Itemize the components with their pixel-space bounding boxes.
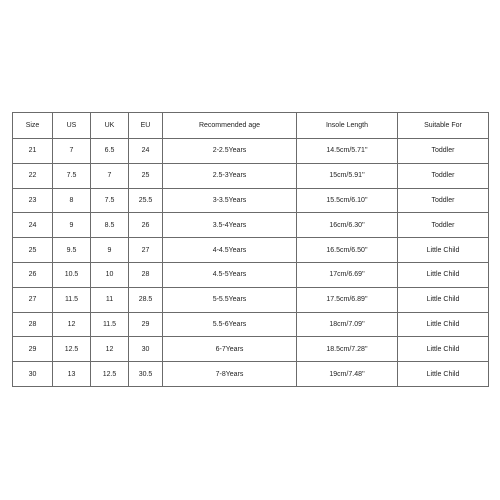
cell-suitable-for: Toddler: [398, 139, 489, 164]
cell-uk: 12.5: [91, 362, 129, 387]
cell-size: 21: [13, 139, 53, 164]
table-row: [13, 287, 489, 312]
cell-eu: 28: [129, 262, 163, 287]
cell-us: 12.5: [53, 337, 91, 362]
header-uk: UK: [91, 113, 129, 139]
cell-insole-length: 16.5cm/6.50'': [297, 238, 398, 263]
cell-recommended-age: 4-4.5Years: [163, 238, 297, 263]
cell-uk: 9: [91, 238, 129, 263]
cell-suitable-for: Little Child: [398, 238, 489, 263]
cell-insole-length: 17.5cm/6.89'': [297, 287, 398, 312]
cell-us: 7: [53, 139, 91, 164]
cell-recommended-age: 3.5-4Years: [163, 213, 297, 238]
header-us: US: [53, 113, 91, 139]
cell-suitable-for: Toddler: [398, 188, 489, 213]
cell-size: 23: [13, 188, 53, 213]
cell-us: 9: [53, 213, 91, 238]
cell-us: 10.5: [53, 262, 91, 287]
cell-insole-length: 16cm/6.30'': [297, 213, 398, 238]
table-row: [13, 238, 489, 263]
cell-eu: 28.5: [129, 287, 163, 312]
header-size: Size: [13, 113, 53, 139]
cell-recommended-age: 4.5-5Years: [163, 262, 297, 287]
cell-eu: 24: [129, 139, 163, 164]
table-row: [13, 337, 489, 362]
cell-uk: 11.5: [91, 312, 129, 337]
cell-recommended-age: 2-2.5Years: [163, 139, 297, 164]
cell-uk: 12: [91, 337, 129, 362]
cell-insole-length: 18.5cm/7.28'': [297, 337, 398, 362]
cell-uk: 7.5: [91, 188, 129, 213]
cell-recommended-age: 7-8Years: [163, 362, 297, 387]
cell-us: 8: [53, 188, 91, 213]
cell-uk: 6.5: [91, 139, 129, 164]
cell-uk: 11: [91, 287, 129, 312]
cell-eu: 29: [129, 312, 163, 337]
table-row: [13, 262, 489, 287]
cell-size: 27: [13, 287, 53, 312]
cell-eu: 26: [129, 213, 163, 238]
cell-recommended-age: 6-7Years: [163, 337, 297, 362]
cell-uk: 10: [91, 262, 129, 287]
cell-eu: 25.5: [129, 188, 163, 213]
cell-insole-length: 18cm/7.09'': [297, 312, 398, 337]
cell-size: 22: [13, 163, 53, 188]
cell-suitable-for: Toddler: [398, 163, 489, 188]
cell-size: 26: [13, 262, 53, 287]
cell-recommended-age: 5-5.5Years: [163, 287, 297, 312]
cell-size: 28: [13, 312, 53, 337]
cell-us: 12: [53, 312, 91, 337]
cell-suitable-for: Little Child: [398, 262, 489, 287]
table-row: [13, 213, 489, 238]
cell-insole-length: 15.5cm/6.10'': [297, 188, 398, 213]
cell-us: 13: [53, 362, 91, 387]
header-insole-length: Insole Length: [297, 113, 398, 139]
cell-insole-length: 19cm/7.48'': [297, 362, 398, 387]
cell-suitable-for: Little Child: [398, 287, 489, 312]
cell-recommended-age: 5.5-6Years: [163, 312, 297, 337]
table-row: [13, 139, 489, 164]
cell-us: 11.5: [53, 287, 91, 312]
cell-eu: 30: [129, 337, 163, 362]
cell-size: 30: [13, 362, 53, 387]
cell-uk: 8.5: [91, 213, 129, 238]
cell-suitable-for: Little Child: [398, 337, 489, 362]
header-row: [13, 113, 489, 139]
header-eu: EU: [129, 113, 163, 139]
cell-us: 9.5: [53, 238, 91, 263]
cell-eu: 30.5: [129, 362, 163, 387]
cell-recommended-age: 2.5-3Years: [163, 163, 297, 188]
cell-us: 7.5: [53, 163, 91, 188]
cell-eu: 25: [129, 163, 163, 188]
size-chart-table: [12, 112, 489, 387]
cell-suitable-for: Little Child: [398, 312, 489, 337]
cell-suitable-for: Little Child: [398, 362, 489, 387]
cell-insole-length: 14.5cm/5.71'': [297, 139, 398, 164]
table-row: [13, 163, 489, 188]
cell-size: 24: [13, 213, 53, 238]
cell-size: 29: [13, 337, 53, 362]
table-row: [13, 188, 489, 213]
cell-insole-length: 15cm/5.91'': [297, 163, 398, 188]
cell-suitable-for: Toddler: [398, 213, 489, 238]
cell-size: 25: [13, 238, 53, 263]
header-suitable-for: Suitable For: [398, 113, 489, 139]
table-row: [13, 312, 489, 337]
cell-insole-length: 17cm/6.69'': [297, 262, 398, 287]
table-row: [13, 362, 489, 387]
cell-recommended-age: 3-3.5Years: [163, 188, 297, 213]
cell-eu: 27: [129, 238, 163, 263]
cell-uk: 7: [91, 163, 129, 188]
header-recommended-age: Recommended age: [163, 113, 297, 139]
